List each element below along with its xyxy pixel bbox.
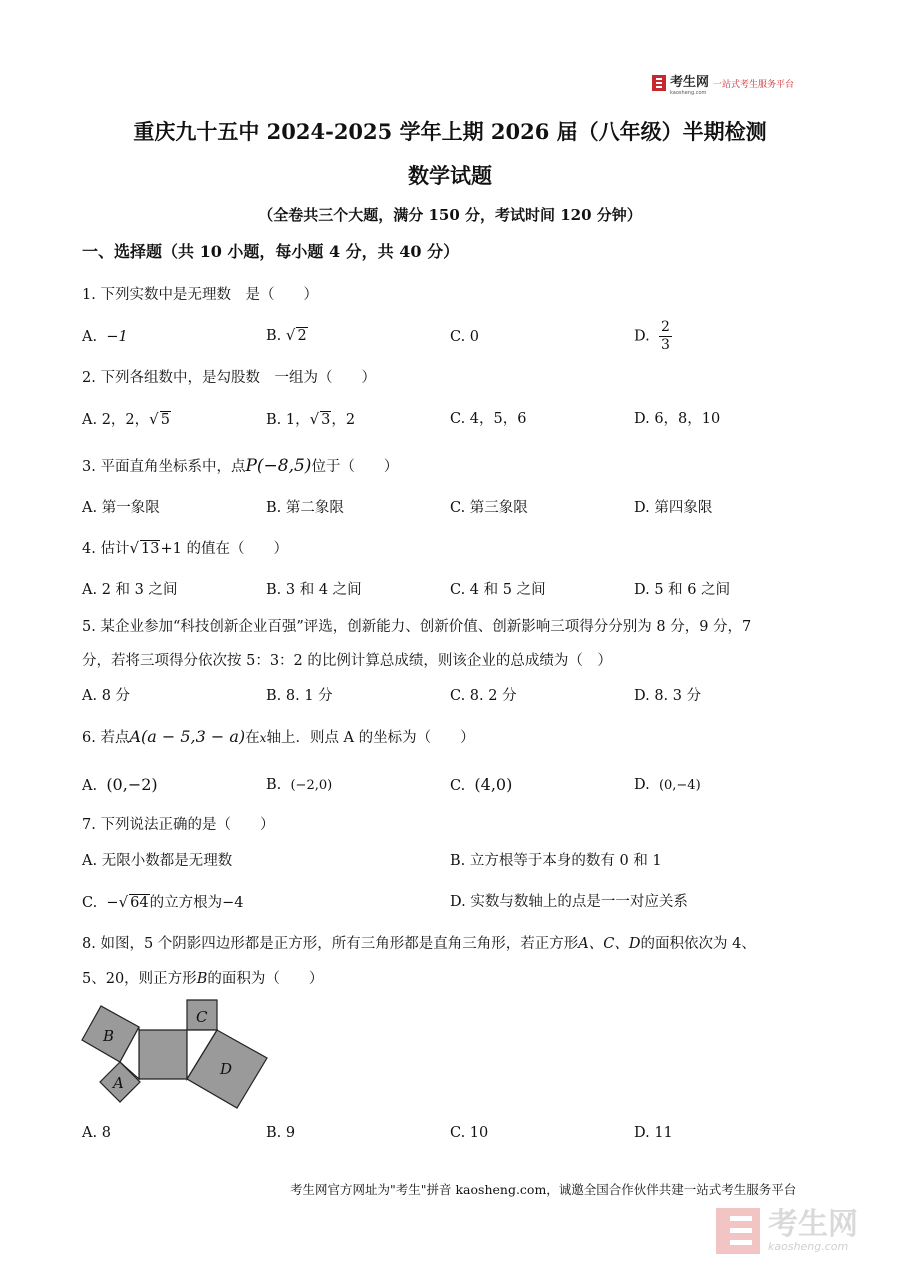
- logo-slogan: 一站式考生服务平台: [713, 79, 795, 90]
- q2-option-c: C. 4，5，6: [450, 411, 527, 427]
- kaosheng-logo-icon: [652, 75, 666, 91]
- q1-option-d: D. $\frac{2}{3}$: [634, 319, 670, 353]
- q6-option-d: D. (0,−4): [634, 777, 701, 793]
- page-title: 重庆九十五中 2024-2025 学年上期 2026 届（八年级）半期检测: [133, 119, 767, 144]
- label-a: A: [113, 1074, 124, 1092]
- q4-option-c: C. 4 和 5 之间: [450, 582, 546, 598]
- q5-option-d: D. 8. 3 分: [634, 688, 702, 704]
- label-d: D: [220, 1060, 233, 1078]
- q8-option-a: A. 8: [82, 1125, 111, 1141]
- label-b: B: [103, 1027, 115, 1045]
- q1-option-a: A. −1: [82, 329, 128, 345]
- q7-option-b: B. 立方根等于本身的数有 0 和 1: [450, 853, 662, 869]
- watermark-logo-icon: [716, 1208, 760, 1254]
- q5-option-c: C. 8. 2 分: [450, 688, 517, 704]
- logo-text: [670, 71, 709, 96]
- question-2-stem: 2. 下列各组数中，是勾股数 一组为（ ）: [82, 370, 376, 386]
- q2-option-d: D. 6，8，10: [634, 411, 721, 427]
- label-c: C: [196, 1008, 208, 1026]
- question-3-stem: 3. 平面直角坐标系中，点P(−8,5)位于（ ）: [82, 456, 399, 476]
- q4-option-b: B. 3 和 4 之间: [266, 582, 362, 598]
- q8-option-c: C. 10: [450, 1125, 489, 1141]
- q5-option-b: B. 8. 1 分: [266, 688, 333, 704]
- q6-option-b: B. (−2,0): [266, 777, 333, 793]
- q2-option-a: A. 2，2，√ 5: [82, 410, 170, 428]
- q4-option-d: D. 5 和 6 之间: [634, 582, 731, 598]
- watermark-en: kaosheng.com: [768, 1240, 849, 1253]
- page-footer: 考生网官方网址为"考生"拼音 kaosheng.com，诚邀全国合作伙伴共建一站式考生服务平台: [290, 1182, 797, 1197]
- q3-option-b: B. 第二象限: [266, 500, 344, 516]
- question-6-stem: 6. 若点A(a − 5,3 − a)在x轴上．则点 A 的坐标为（ ）: [82, 727, 475, 746]
- square-center: [139, 1030, 187, 1079]
- fraction: $\frac{2}{3}$: [660, 319, 670, 353]
- watermark-cn: 考生网: [768, 1207, 858, 1242]
- logo-sub: kaosheng.com: [670, 89, 707, 96]
- question-1-stem: 1. 下列实数中是无理数 是（ ）: [82, 287, 318, 303]
- q7-option-c: C. −√ 64的立方根为−4: [82, 893, 244, 911]
- question-8-line-2: 5、20，则正方形B的面积为（ ）: [82, 971, 324, 987]
- question-8-line-1: 8. 如图，5 个阴影四边形都是正方形，所有三角形都是直角三角形，若正方形A、C、D的面积依次为 4、: [82, 936, 756, 952]
- squares-figure: [78, 996, 274, 1114]
- q8-option-b: B. 9: [266, 1125, 296, 1141]
- q6-option-c: C. (4,0): [450, 775, 513, 794]
- q3-option-d: D. 第四象限: [634, 500, 713, 516]
- q7-option-d: D. 实数与数轴上的点是一一对应关系: [450, 894, 688, 910]
- question-5-line-1: 5. 某企业参加“科技创新企业百强”评选，创新能力、创新价值、创新影响三项得分分别为 8 分，9 分，7: [82, 619, 752, 635]
- section-heading: 一、选择题（共 10 小题，每小题 4 分，共 40 分）: [82, 242, 460, 261]
- header-logo: [652, 72, 794, 94]
- watermark: [716, 1208, 858, 1254]
- exam-note: （全卷共三个大题，满分 150 分，考试时间 120 分钟）: [258, 206, 642, 224]
- question-5-line-2: 分，若将三项得分依次按 5：3：2 的比例计算总成绩，则该企业的总成绩为（ ）: [82, 653, 612, 669]
- q8-option-d: D. 11: [634, 1125, 673, 1141]
- q1-option-b: B. √ 2: [266, 326, 307, 344]
- q3-option-a: A. 第一象限: [82, 500, 160, 516]
- logo-brand: 考生网: [670, 74, 710, 90]
- q2-option-b: B. 1，√ 3，2: [266, 410, 356, 428]
- q5-option-a: A. 8 分: [82, 688, 131, 704]
- q1-option-c: C. 0: [450, 329, 480, 345]
- question-7-stem: 7. 下列说法正确的是（ ）: [82, 817, 275, 833]
- q7-option-a: A. 无限小数都是无理数: [82, 853, 233, 869]
- question-4-stem: 4. 估计√ 13+1 的值在（ ）: [82, 539, 288, 557]
- q6-option-a: A. (0,−2): [82, 775, 158, 794]
- q3-option-c: C. 第三象限: [450, 500, 528, 516]
- q4-option-a: A. 2 和 3 之间: [82, 582, 178, 598]
- page-subtitle: 数学试题: [408, 163, 492, 188]
